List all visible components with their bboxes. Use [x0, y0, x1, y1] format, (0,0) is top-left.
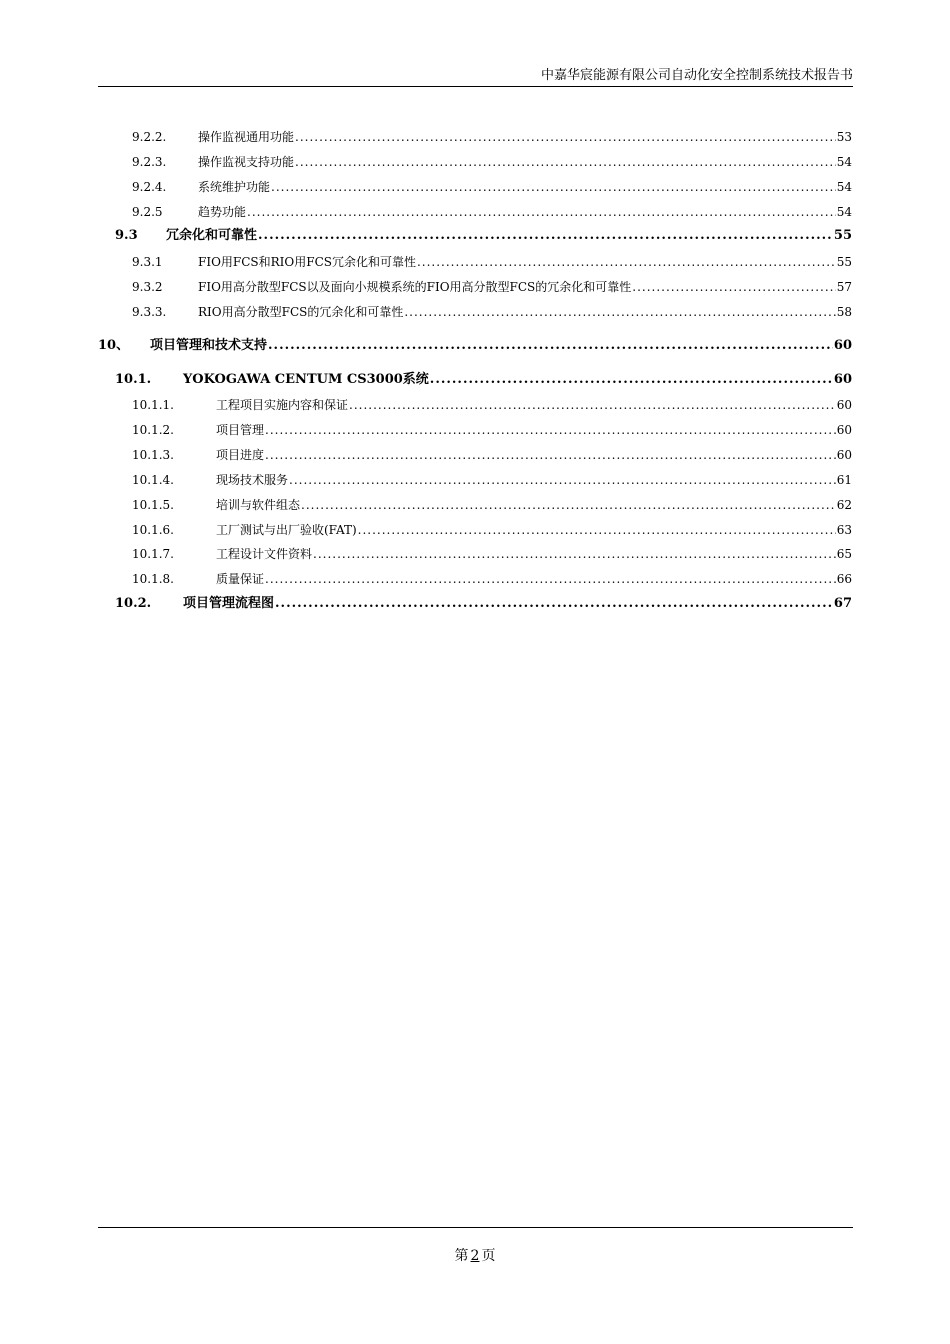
toc-number: 10.2.: [115, 596, 152, 611]
toc-number: 10.1.1.: [132, 398, 174, 412]
toc-leader: [349, 396, 836, 414]
toc-entry[interactable]: [98, 471, 852, 489]
toc-entry[interactable]: [98, 227, 852, 245]
toc-title: 项目管理和技术支持: [150, 338, 268, 353]
toc-entry[interactable]: [98, 545, 852, 563]
toc-leader: [417, 253, 836, 271]
toc-page: 54: [836, 155, 852, 169]
toc-entry[interactable]: [98, 371, 852, 389]
toc-page: 58: [836, 305, 852, 319]
toc-number: 10.1.: [115, 372, 152, 387]
toc-number: 10.1.7.: [132, 547, 174, 561]
toc-entry[interactable]: [98, 521, 852, 539]
toc-title: 项目管理: [216, 423, 265, 437]
toc-title: 现场技术服务: [216, 473, 289, 487]
toc-entry[interactable]: [98, 128, 852, 146]
footer-divider: [98, 1227, 853, 1228]
toc-leader: [289, 471, 836, 489]
toc-title: YOKOGAWA CENTUM CS3000系统: [183, 372, 429, 387]
toc-leader: [268, 337, 833, 355]
toc-title: FIO用高分散型FCS以及面向小规模系统的FIO用高分散型FCS的冗余化和可靠性: [198, 280, 632, 294]
toc-entry[interactable]: [98, 496, 852, 514]
toc-entry[interactable]: [98, 178, 852, 196]
toc-leader: [295, 153, 836, 171]
toc-title: 项目管理流程图: [183, 596, 275, 611]
toc-number: 10.1.5.: [132, 498, 174, 512]
toc-number: 9.2.3.: [132, 155, 167, 169]
toc-leader: [295, 128, 836, 146]
toc-leader: [265, 446, 836, 464]
toc-page: 61: [836, 473, 852, 487]
toc-page: 67: [833, 596, 852, 611]
toc-leader: [313, 545, 836, 563]
toc-leader: [301, 496, 836, 514]
footer-suffix: 页: [481, 1248, 496, 1264]
toc-page: 55: [833, 228, 852, 243]
toc-entry[interactable]: [98, 203, 852, 221]
toc-leader: [358, 521, 836, 539]
page-header: [98, 66, 853, 87]
toc-title: 操作监视支持功能: [198, 155, 295, 169]
toc-title: 工程项目实施内容和保证: [216, 398, 349, 412]
toc-page: 60: [833, 372, 852, 387]
toc-number: 10.1.3.: [132, 448, 174, 462]
toc-leader: [404, 303, 835, 321]
toc-entry[interactable]: [98, 570, 852, 588]
page-footer: [0, 1245, 950, 1265]
toc-title: 质量保证: [216, 572, 265, 586]
page-number: 2: [470, 1248, 480, 1264]
toc-title: 冗余化和可靠性: [166, 228, 258, 243]
toc-page: 65: [836, 547, 852, 561]
toc-page: 62: [836, 498, 852, 512]
toc-page: 54: [836, 180, 852, 194]
toc-page: 60: [836, 398, 852, 412]
toc-leader: [430, 371, 833, 389]
toc-title: 项目进度: [216, 448, 265, 462]
toc-entry[interactable]: [98, 253, 852, 271]
toc-entry[interactable]: [98, 421, 852, 439]
toc-page: 60: [833, 338, 852, 353]
toc-page: 66: [836, 572, 852, 586]
toc-page: 60: [836, 423, 852, 437]
toc-number: 10.1.2.: [132, 423, 174, 437]
toc-number: 9.2.5: [132, 205, 163, 219]
toc-entry[interactable]: [98, 396, 852, 414]
toc-title: RIO用高分散型FCS的冗余化和可靠性: [198, 305, 404, 319]
toc-number: 9.2.2.: [132, 130, 167, 144]
toc-page: 60: [836, 448, 852, 462]
toc-page: 63: [836, 523, 852, 537]
toc-title: FIO用FCS和RIO用FCS冗余化和可靠性: [198, 255, 416, 269]
toc-leader: [271, 178, 836, 196]
footer-prefix: 第: [454, 1248, 469, 1264]
toc-number: 9.3.3.: [132, 305, 167, 319]
toc-number: 9.3: [115, 228, 138, 243]
toc-number: 10.1.6.: [132, 523, 174, 537]
toc-entry[interactable]: [98, 446, 852, 464]
toc-page: 53: [836, 130, 852, 144]
toc-title: 工程设计文件资料: [216, 547, 313, 561]
toc-page: 57: [836, 280, 852, 294]
toc-entry[interactable]: [98, 278, 852, 296]
toc-leader: [247, 203, 836, 221]
toc-leader: [275, 595, 833, 613]
toc-number: 9.2.4.: [132, 180, 167, 194]
toc-leader: [632, 278, 835, 296]
toc-entry[interactable]: [98, 153, 852, 171]
toc-number: 10.1.8.: [132, 572, 174, 586]
toc-number: 10.1.4.: [132, 473, 174, 487]
toc-entry[interactable]: [98, 595, 852, 613]
toc-leader: [258, 227, 833, 245]
toc-leader: [265, 570, 836, 588]
toc-leader: [265, 421, 836, 439]
toc-number: 9.3.1: [132, 255, 163, 269]
toc-entry[interactable]: [98, 303, 852, 321]
toc-title: 趋势功能: [198, 205, 247, 219]
toc-page: 55: [836, 255, 852, 269]
toc-entry[interactable]: [98, 337, 852, 355]
toc-title: 工厂测试与出厂验收(FAT): [216, 523, 357, 537]
toc-title: 培训与软件组态: [216, 498, 301, 512]
toc-number: 9.3.2: [132, 280, 163, 294]
toc-page: 54: [836, 205, 852, 219]
header-title: 中嘉华宸能源有限公司自动化安全控制系统技术报告书: [540, 68, 853, 83]
toc-title: 系统维护功能: [198, 180, 271, 194]
toc-number: 10、: [98, 338, 130, 353]
toc-title: 操作监视通用功能: [198, 130, 295, 144]
